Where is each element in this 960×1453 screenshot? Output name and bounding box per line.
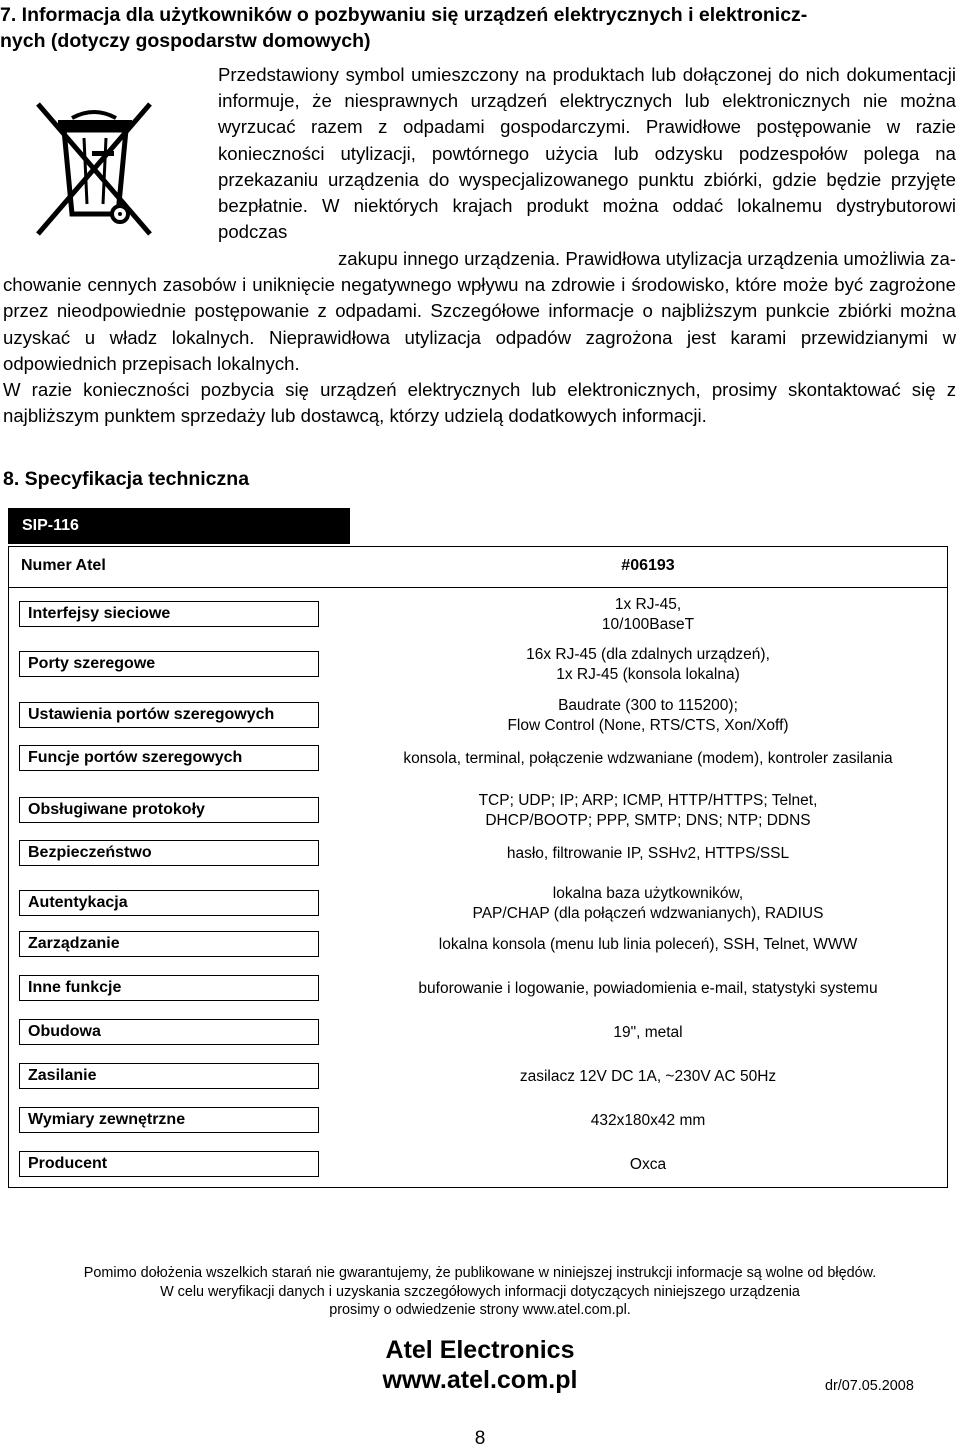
- spec-row-value-line1: lokalna baza użytkowników,: [552, 885, 744, 902]
- disclaimer-line1: Pomimo dołożenia wszelkich starań nie gwarantujemy, że publikowane w niniejszej instrukcji informacje są wolne od błędów.: [83, 1265, 877, 1281]
- page-number: 8: [474, 1428, 486, 1449]
- spec-row-value-line2: 10/100BaseT: [601, 616, 695, 633]
- spec-row-value: [349, 935, 947, 955]
- model-banner: SIP-116: [8, 508, 350, 544]
- spec-row-value-line2: 1x RJ-45 (konsola lokalna): [556, 666, 740, 683]
- spec-header-row: [9, 547, 947, 588]
- spec-table: [8, 546, 948, 1188]
- spec-row-value-line1: 19", metal: [613, 1024, 683, 1041]
- spec-row-value: [349, 1067, 947, 1087]
- spec-row-label: Zarządzanie: [19, 931, 319, 957]
- section7-heading: [0, 2, 958, 54]
- spec-row-label: Funcje portów szeregowych: [19, 745, 319, 771]
- spec-row-label: Obsługiwane protokoły: [19, 797, 319, 823]
- spec-row-value-line1: konsola, terminal, połączenie wdzwaniane (modem), kontroler zasilania: [403, 750, 893, 767]
- spec-row-value-line1: 1x RJ-45,: [614, 596, 682, 613]
- spec-row-value-line2: PAP/CHAP (dla połączeń wdzwanianych), RADIUS: [472, 905, 824, 922]
- spec-row-value: [349, 1023, 947, 1043]
- section7-body-rest: chowanie cennych zasobów i uniknięcie negatywnego wpływu na zdrowie i środowisko, które może być zagrożone przez nieodpowiednie postępowanie z odpadami. Szczegółowe informacje o najbliższym punkcie zbiórki można uzyskać u władz lokalnych. Nieprawidłowa utylizacja odpadów zagrożona jest karami przewidzianymi w odpowiednich przepisach lokalnych.: [3, 274, 956, 374]
- spec-row-value: [349, 696, 947, 736]
- section7-heading-line2: nych (dotyczy gospodarstw domowych): [0, 30, 371, 52]
- section8-heading: 8. Specyfikacja techniczna: [3, 468, 250, 490]
- spec-row-value: [349, 749, 947, 769]
- spec-row-value-line1: Baudrate (300 to 115200);: [558, 697, 738, 714]
- spec-row-value: [349, 844, 947, 864]
- spec-row-label: Obudowa: [19, 1019, 319, 1045]
- spec-row-value: [349, 884, 947, 924]
- brand-name: Atel Electronics: [385, 1336, 575, 1364]
- spec-row-value-line2: Flow Control (None, RTS/CTS, Xon/Xoff): [507, 717, 789, 734]
- spec-row-label: Interfejsy sieciowe: [19, 601, 319, 627]
- section7-body-first-line: zakupu innego urządzenia. Prawidłowa utylizacja urządzenia umożliwia za-: [337, 248, 956, 269]
- section7-heading-line1: 7. Informacja dla użytkowników o pozbywaniu się urządzeń elektrycznych i elektronicz-: [0, 4, 808, 26]
- spec-row-value: [349, 979, 947, 999]
- brand-block: [0, 1335, 960, 1395]
- spec-row-value-line1: Oxca: [629, 1156, 667, 1173]
- spec-row-label: Autentykacja: [19, 890, 319, 916]
- spec-header-value: #06193: [621, 557, 675, 574]
- spec-row-value-line1: TCP; UDP; IP; ARP; ICMP, HTTP/HTTPS; Telnet,: [478, 792, 818, 809]
- brand-url: www.atel.com.pl: [382, 1366, 578, 1394]
- spec-row-value: [349, 791, 947, 831]
- spec-row-label: Ustawienia portów szeregowych: [19, 702, 319, 728]
- spec-header-label: Numer Atel: [21, 557, 106, 574]
- spec-row-value-line1: 16x RJ-45 (dla zdalnych urządzeń),: [526, 646, 770, 663]
- section7-body: [3, 246, 956, 429]
- crossed-out-wheelie-bin-icon: [32, 96, 157, 241]
- section7-contact-paragraph: W razie konieczności pozbycia się urządzeń elektrycznych lub elektronicznych, prosimy skontaktować się z najbliższym punktem sprzedaży lub dostawcą, którzy udzielą dodatkowych informacji.: [3, 379, 956, 427]
- disclaimer-line3: prosimy o odwiedzenie strony www.atel.com.pl.: [329, 1302, 631, 1318]
- spec-row-value-line1: 432x180x42 mm: [590, 1112, 706, 1129]
- spec-row-value: [349, 645, 947, 685]
- disclaimer-line2: W celu weryfikacji danych i uzyskania szczegółowych informacji dotyczących niniejszego urządzenia: [160, 1283, 800, 1300]
- document-code: dr/07.05.2008: [825, 1378, 914, 1394]
- spec-row-value-line1: hasło, filtrowanie IP, SSHv2, HTTPS/SSL: [506, 845, 790, 862]
- spec-row-value-line1: buforowanie i logowanie, powiadomienia e-mail, statystyki systemu: [418, 980, 878, 997]
- spec-row-value-line1: lokalna konsola (menu lub linia poleceń), SSH, Telnet, WWW: [438, 936, 858, 953]
- spec-row-label: Zasilanie: [19, 1063, 319, 1089]
- spec-row-label: Bezpieczeństwo: [19, 840, 319, 866]
- disclaimer: [0, 1264, 960, 1320]
- spec-row-value: [349, 1111, 947, 1131]
- spec-row-label: Inne funkcje: [19, 975, 319, 1001]
- section7-intro-text: Przedstawiony symbol umieszczony na produktach lub dołączonej do nich dokumentacji informuje, że niesprawnych urządzeń elektrycznych lub elektronicznych nie można wyrzucać razem z odpadami gospodarczymi. Prawidłowe postępowanie w razie konieczności utylizacji, powtórnego użycia lub odzysku podzespołów polega na przekazaniu urządzenia do wyspecjalizowanego punktu zbiórki, gdzie będzie przyjęte bezpłatnie. W niektórych krajach produkt można oddać lokalnemu dystrybutorowi podczas: [218, 64, 956, 243]
- spec-row-label: Wymiary zewnętrzne: [19, 1107, 319, 1133]
- spec-row-value: [349, 595, 947, 635]
- spec-row-label: Producent: [19, 1151, 319, 1177]
- spec-row-value-line1: zasilacz 12V DC 1A, ~230V AC 50Hz: [519, 1068, 777, 1085]
- section7-intro-paragraph: [218, 62, 956, 245]
- spec-row-value-line2: DHCP/BOOTP; PPP, SMTP; DNS; NTP; DDNS: [485, 812, 811, 829]
- spec-row-value: [349, 1155, 947, 1175]
- spec-row-label: Porty szeregowe: [19, 651, 319, 677]
